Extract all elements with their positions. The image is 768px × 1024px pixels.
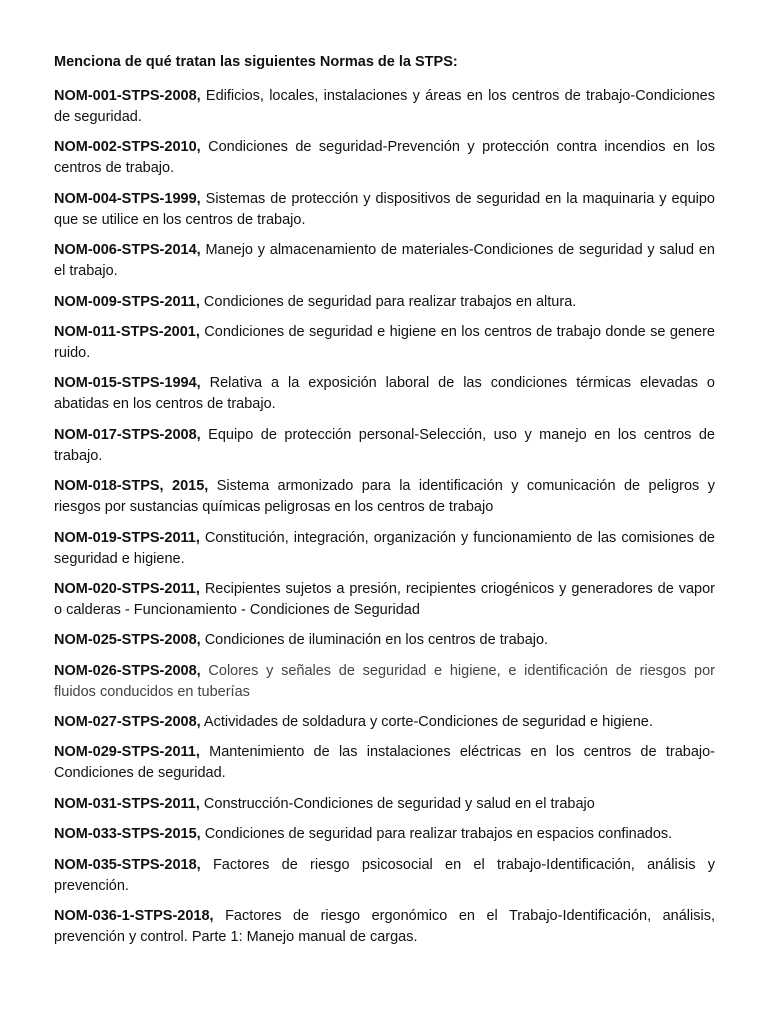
- norm-code: NOM-006-STPS-2014,: [54, 242, 201, 259]
- norm-description: Recipientes sujetos a presión, recipientes criogénicos y generadores de vapor o calderas - Funcionamiento - Condiciones de Seguridad: [54, 580, 716, 618]
- norm-description: Actividades de soldadura y corte-Condiciones de seguridad e higiene.: [203, 714, 653, 731]
- norm-entry: [54, 855, 715, 897]
- norm-description: Edificios, locales, instalaciones y áreas en los centros de trabajo-Condiciones de seguridad.: [54, 88, 715, 125]
- norm-entry: [54, 630, 715, 651]
- norm-description: Constitución, integración, organización y funcionamiento de las comisiones de seguridad e higiene.: [54, 529, 715, 567]
- norm-code: NOM-011-STPS-2001,: [54, 323, 200, 340]
- norm-code: NOM-001-STPS-2008,: [54, 88, 201, 104]
- norm-code: NOM-020-STPS-2011,: [54, 580, 200, 597]
- norm-description: Condiciones de seguridad-Prevención y protección contra incendios en los centros de trabajo.: [54, 139, 716, 177]
- norm-entry: [54, 240, 715, 282]
- norm-code: NOM-018-STPS, 2015,: [54, 478, 209, 495]
- norm-entry: [54, 425, 715, 467]
- norm-entry: [54, 906, 715, 948]
- norm-entry: [54, 373, 715, 415]
- norm-entry: [54, 86, 715, 128]
- norm-code: NOM-026-STPS-2008,: [54, 662, 201, 679]
- norm-description: Relativa a la exposición laboral de las condiciones térmicas elevadas o abatidas en los centros de trabajo.: [54, 375, 715, 413]
- norm-description: Factores de riesgo ergonómico en el Trabajo-Identificación, análisis, prevención y control. Parte 1: Manejo manual de cargas.: [54, 908, 715, 946]
- norm-code: NOM-027-STPS-2008,: [54, 714, 201, 731]
- norm-entry: [54, 579, 715, 621]
- norm-entry: [54, 322, 715, 364]
- norm-description: Factores de riesgo psicosocial en el trabajo-Identificación, análisis y prevención.: [54, 856, 715, 894]
- norm-entry: [54, 824, 715, 845]
- document-page: [54, 52, 715, 957]
- norm-entry: [54, 742, 715, 784]
- norm-entry: [54, 712, 715, 733]
- norm-entry: [54, 476, 715, 518]
- norm-code: NOM-017-STPS-2008,: [54, 426, 201, 443]
- norm-code: NOM-019-STPS-2011,: [54, 529, 200, 546]
- norm-code: NOM-036-1-STPS-2018,: [54, 908, 214, 925]
- norm-description: Construcción-Condiciones de seguridad y salud en el trabajo: [203, 795, 595, 812]
- norm-entry: [54, 292, 715, 313]
- norm-code: NOM-002-STPS-2010,: [54, 139, 201, 156]
- norm-code: NOM-031-STPS-2011,: [54, 795, 200, 812]
- document-heading: Menciona de qué tratan las siguientes Normas de la STPS:: [54, 54, 458, 70]
- norm-entry: [54, 137, 715, 179]
- norm-list: [54, 86, 715, 948]
- norm-description: Sistemas de protección y dispositivos de seguridad en la maquinaria y equipo que se utilice en los centros de trabajo.: [54, 190, 715, 228]
- norm-code: NOM-035-STPS-2018,: [54, 856, 201, 873]
- norm-description: Sistema armonizado para la identificación y comunicación de peligros y riesgos por sustancias químicas peligrosas en los centros de trabajo: [54, 478, 715, 516]
- norm-code: NOM-015-STPS-1994,: [54, 375, 201, 392]
- norm-entry: [54, 794, 715, 815]
- norm-description: Mantenimiento de las instalaciones eléctricas en los centros de trabajo-Condiciones de seguridad.: [54, 744, 715, 782]
- norm-description: Condiciones de seguridad para realizar trabajos en espacios confinados.: [204, 826, 673, 843]
- norm-description: Colores y señales de seguridad e higiene, e identificación de riesgos por fluidos conducidos en tuberías: [54, 662, 715, 700]
- norm-entry: [54, 189, 715, 231]
- norm-code: NOM-004-STPS-1999,: [54, 190, 201, 207]
- norm-code: NOM-025-STPS-2008,: [54, 632, 201, 649]
- norm-code: NOM-009-STPS-2011,: [54, 293, 200, 310]
- norm-description: Condiciones de seguridad para realizar trabajos en altura.: [203, 293, 577, 310]
- norm-description: Equipo de protección personal-Selección, uso y manejo en los centros de trabajo.: [54, 426, 715, 464]
- norm-description: Condiciones de seguridad e higiene en los centros de trabajo donde se genere ruido.: [54, 323, 715, 361]
- norm-description: Manejo y almacenamiento de materiales-Condiciones de seguridad y salud en el trabajo.: [54, 242, 715, 280]
- norm-entry: [54, 661, 715, 703]
- norm-entry: [54, 528, 715, 570]
- norm-code: NOM-033-STPS-2015,: [54, 826, 201, 843]
- norm-code: NOM-029-STPS-2011,: [54, 744, 200, 761]
- norm-description: Condiciones de iluminación en los centros de trabajo.: [204, 632, 549, 649]
